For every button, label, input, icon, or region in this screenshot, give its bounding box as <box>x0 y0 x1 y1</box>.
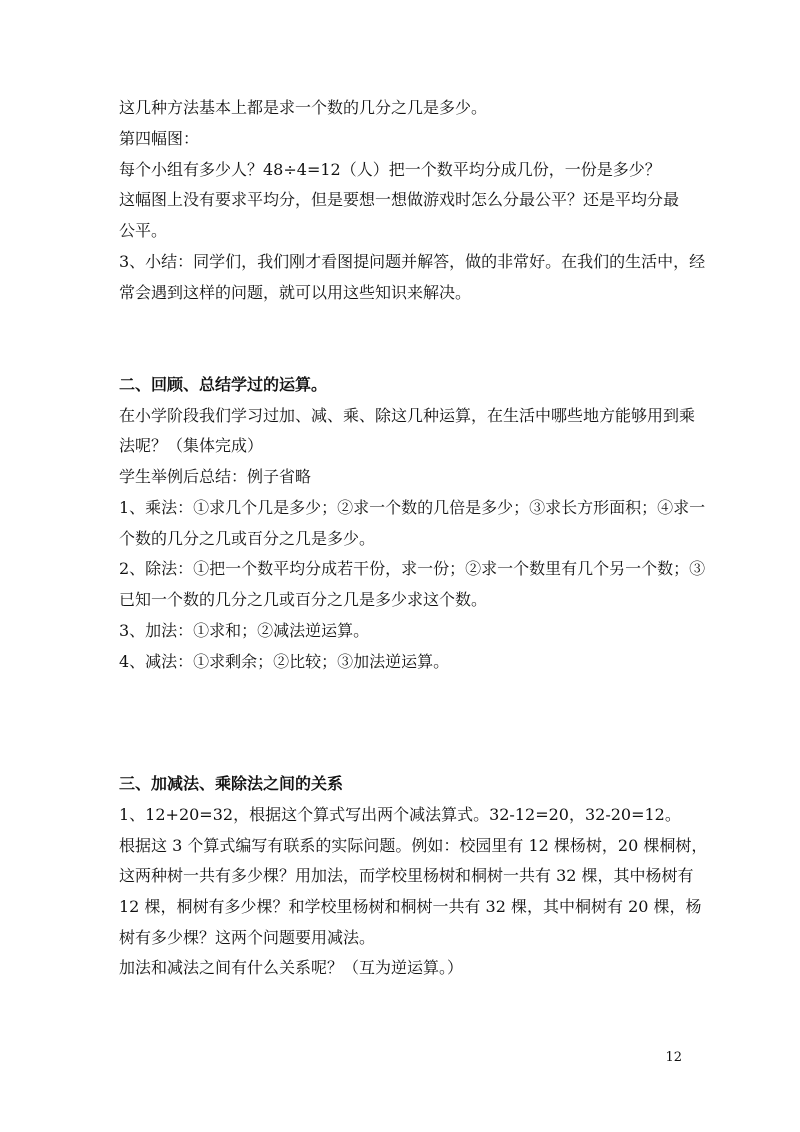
section-heading: 三、加减法、乘除法之间的关系 <box>119 774 344 793</box>
paragraph-line: 加法和减法之间有什么关系呢？（互为逆运算。） <box>119 958 464 977</box>
paragraph-line: 根据这 3 个算式编写有联系的实际问题。例如：校园里有 12 棵杨树，20 棵桐树， <box>119 836 708 855</box>
paragraph-line: 公平。 <box>119 221 168 240</box>
paragraph-line: 个数的几分之几或百分之几是多少。 <box>119 529 376 548</box>
paragraph-line: 常会遇到这样的问题，就可以用这些知识来解决。 <box>119 283 472 302</box>
paragraph-line: 4、减法：①求剩余；②比较；③加法逆运算。 <box>119 652 450 671</box>
paragraph-line: 每个小组有多少人？48÷4=12（人）把一个数平均分成几份，一份是多少？ <box>119 160 661 179</box>
paragraph-line: 1、12+20=32，根据这个算式写出两个减法算式。32-12=20，32-20=12。 <box>119 805 681 824</box>
paragraph-line: 3、加法：①求和；②减法逆运算。 <box>119 621 370 640</box>
paragraph-line: 树有多少棵？这两个问题要用减法。 <box>119 928 376 947</box>
paragraph-line: 2、除法：①把一个数平均分成若干份，求一份；②求一个数里有几个另一个数；③ <box>119 559 706 578</box>
paragraph-line: 3、小结：同学们，我们刚才看图提问题并解答，做的非常好。在我们的生活中，经 <box>119 252 706 271</box>
section-heading: 二、回顾、总结学过的运算。 <box>119 375 328 394</box>
paragraph-line: 第四幅图： <box>119 129 200 148</box>
paragraph-line: 这幅图上没有要求平均分，但是要想一想做游戏时怎么分最公平？还是平均分最 <box>119 190 680 209</box>
paragraph-line: 法呢？（集体完成） <box>119 436 264 455</box>
page-number: 12 <box>665 1050 682 1065</box>
paragraph-line: 这几种方法基本上都是求一个数的几分之几是多少。 <box>119 98 488 117</box>
paragraph-line: 学生举例后总结：例子省略 <box>119 467 312 486</box>
paragraph-line: 已知一个数的几分之几或百分之几是多少求这个数。 <box>119 590 488 609</box>
paragraph-line: 这两种树一共有多少棵？用加法，而学校里杨树和桐树一共有 32 棵，其中杨树有 <box>119 866 694 885</box>
paragraph-line: 1、乘法：①求几个几是多少；②求一个数的几倍是多少；③求长方形面积；④求一 <box>119 498 706 517</box>
paragraph-line: 在小学阶段我们学习过加、减、乘、除这几种运算，在生活中哪些地方能够用到乘 <box>119 406 696 425</box>
paragraph-line: 12 棵，桐树有多少棵？和学校里杨树和桐树一共有 32 棵，其中桐树有 20 棵，杨 <box>119 897 702 916</box>
